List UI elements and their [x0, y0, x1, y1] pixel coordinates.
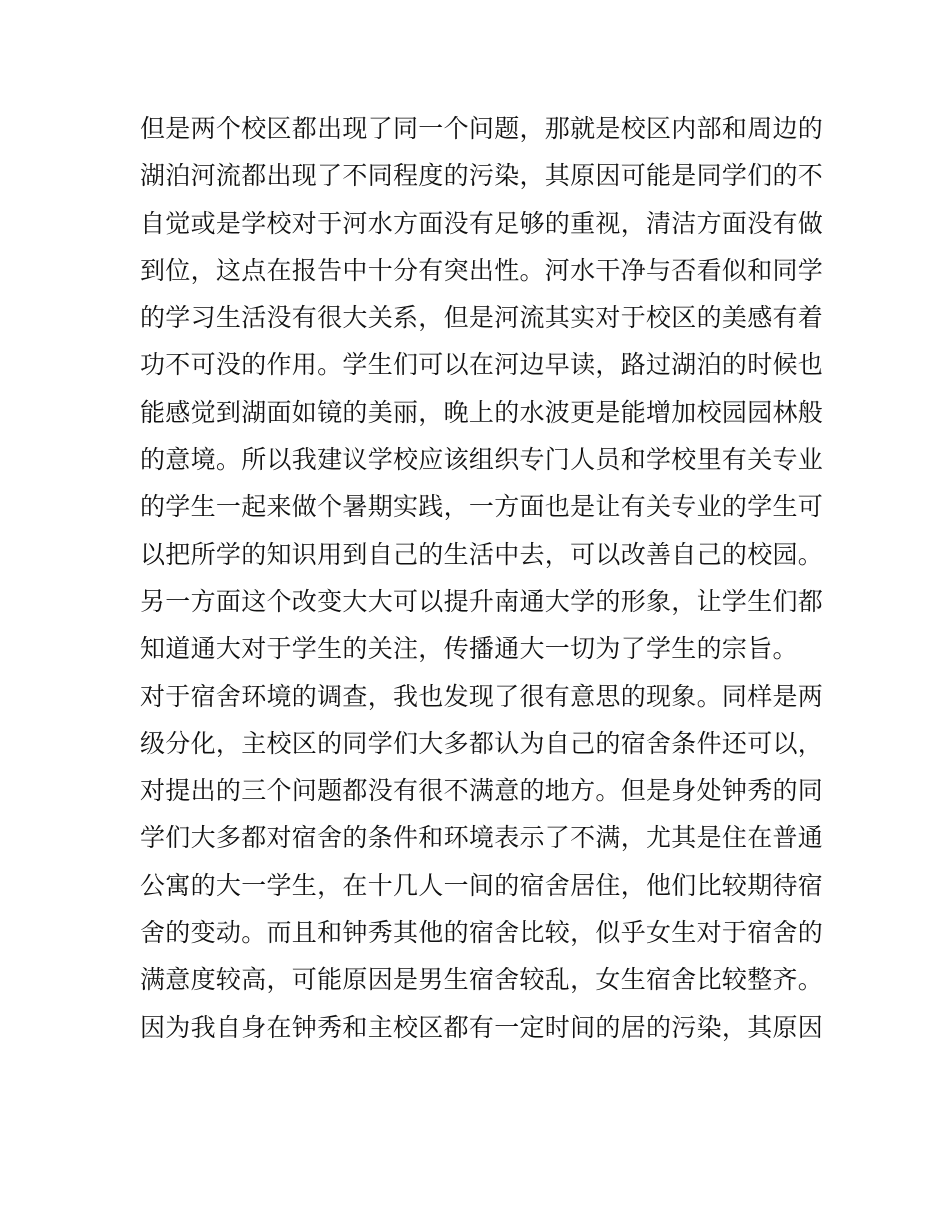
text-line: 的学生一起来做个暑期实践，一方面也是让有关专业的学生可: [140, 492, 824, 522]
text-line: 公寓的大一学生，在十几人一间的宿舍居住，他们比较期待宿: [140, 870, 824, 900]
text-line: 到位，这点在报告中十分有突出性。河水干净与否看似和同学: [140, 255, 824, 285]
text-line: 湖泊河流都出现了不同程度的污染，其原因可能是同学们的不: [140, 161, 824, 191]
text-line: 舍的变动。而且和钟秀其他的宿舍比较，似乎女生对于宿舍的: [140, 918, 824, 948]
text-line: 学们大多都对宿舍的条件和环境表示了不满，尤其是住在普通: [140, 823, 824, 853]
text-line: 的意境。所以我建议学校应该组织专门人员和学校里有关专业: [140, 445, 824, 475]
text-line: 以把所学的知识用到自己的生活中去，可以改善自己的校园。: [140, 539, 824, 569]
text-line: 自觉或是学校对于河水方面没有足够的重视，清洁方面没有做: [140, 208, 824, 238]
body-text: [140, 105, 824, 1051]
text-line: 知道通大对于学生的关注，传播通大一切为了学生的宗旨。: [140, 634, 798, 664]
text-line: 级分化，主校区的同学们大多都认为自己的宿舍条件还可以，: [140, 728, 824, 758]
text-line: 对于宿舍环境的调查，我也发现了很有意思的现象。同样是两: [140, 681, 824, 711]
text-line: 对提出的三个问题都没有很不满意的地方。但是身处钟秀的同: [140, 776, 824, 806]
text-line: 功不可没的作用。学生们可以在河边早读，路过湖泊的时候也: [140, 350, 824, 380]
text-line: 另一方面这个改变大大可以提升南通大学的形象，让学生们都: [140, 586, 824, 616]
text-line: 满意度较高，可能原因是男生宿舍较乱，女生宿舍比较整齐。: [140, 965, 824, 995]
text-line: 但是两个校区都出现了同一个问题，那就是校区内部和周边的: [140, 114, 824, 143]
text-line: 因为我自身在钟秀和主校区都有一定时间的居的污染，其原因: [140, 1012, 824, 1042]
text-line: 能感觉到湖面如镜的美丽，晚上的水波更是能增加校园园林般: [140, 397, 824, 427]
text-line: 的学习生活没有很大关系，但是河流其实对于校区的美感有着: [140, 303, 824, 333]
